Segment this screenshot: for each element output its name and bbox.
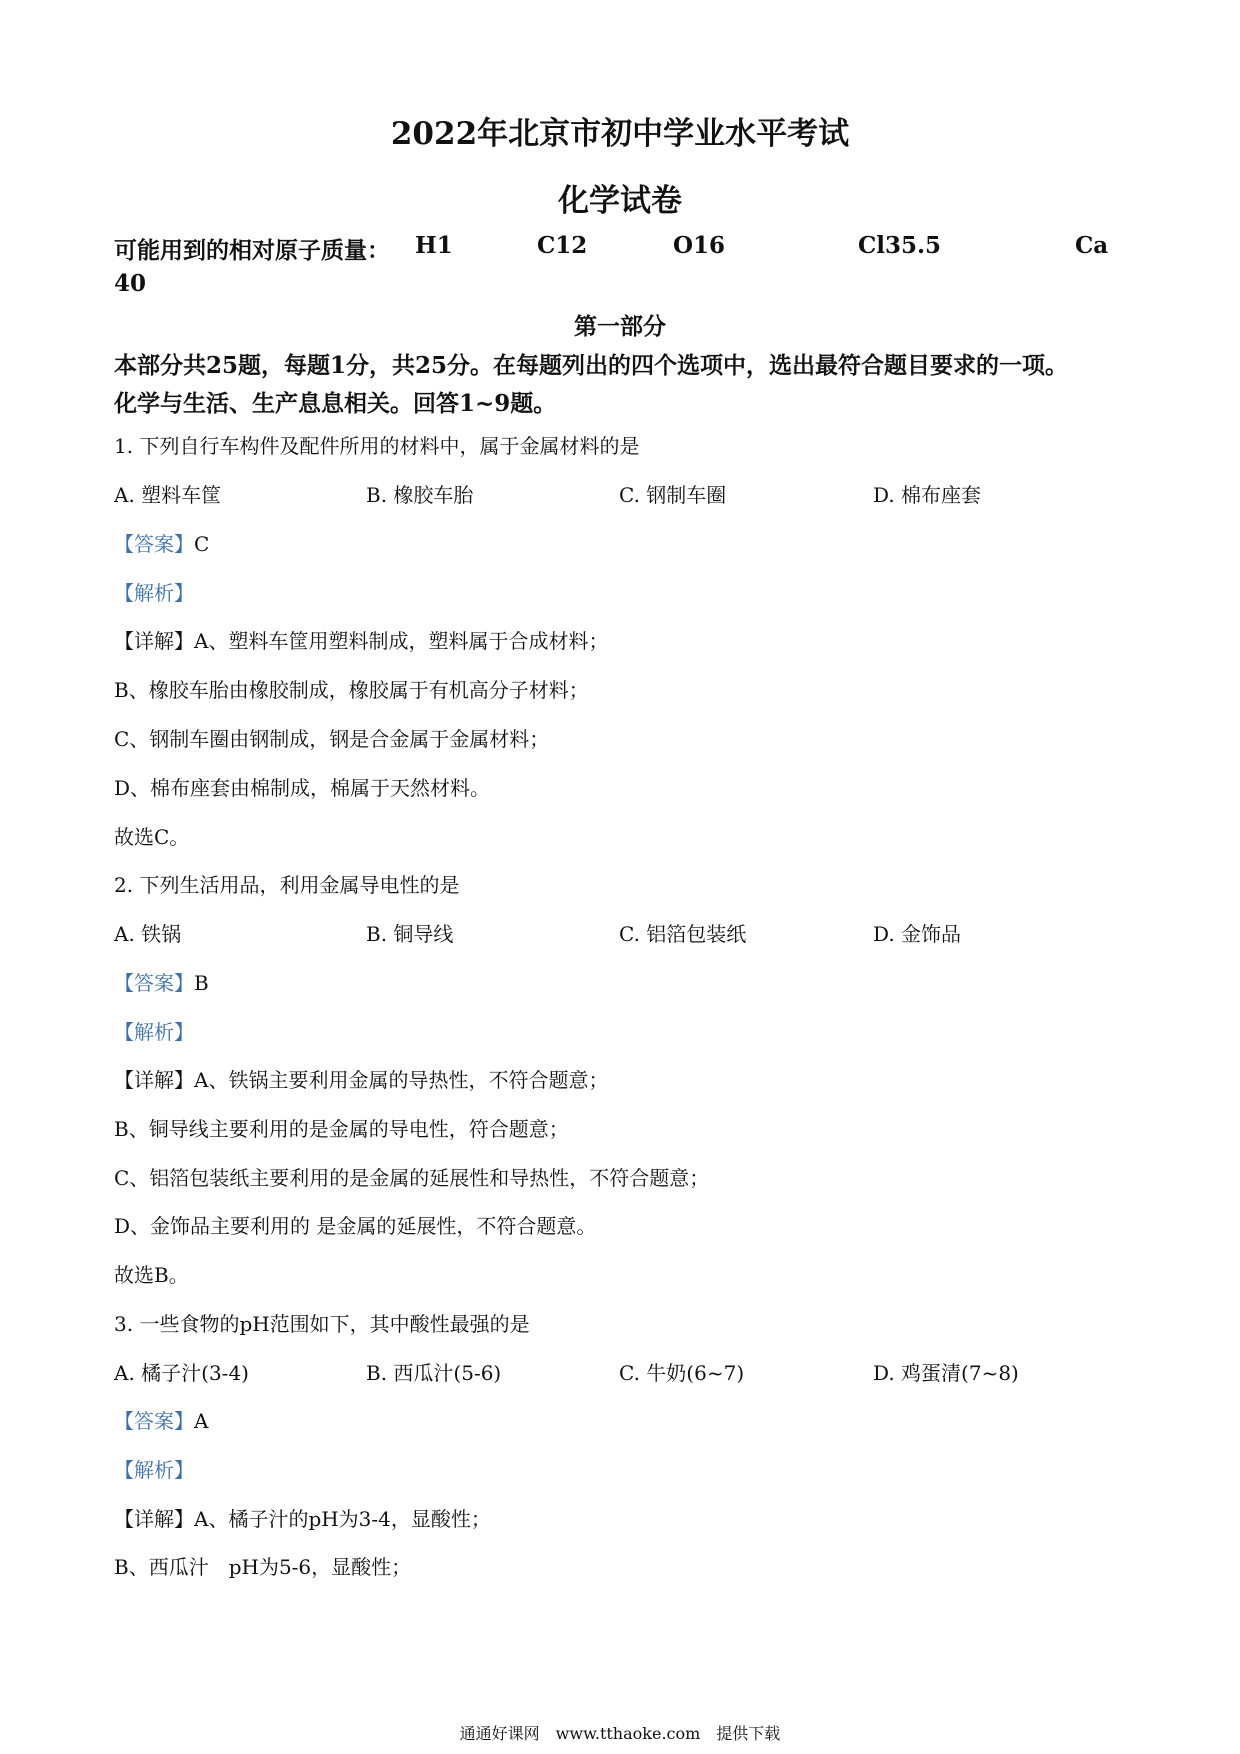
question-2-answer	[114, 967, 209, 996]
answer-tag: 【答案】	[114, 971, 194, 995]
atomic-mass-label: 可能用到的相对原子质量：	[114, 237, 390, 264]
atomic-mass-c: C12	[537, 232, 588, 259]
question-1-stem: 1. 下列自行车构件及配件所用的材料中，属于金属材料的是	[114, 434, 640, 458]
answer-value: B	[194, 971, 209, 995]
question-1-option-b: B. 橡胶车胎	[366, 483, 474, 507]
detail-tag: 【详解】	[114, 1507, 194, 1531]
question-1-conclusion: 故选C。	[114, 825, 190, 849]
question-2-detail-2: B、铜导线主要利用的是金属的导电性，符合题意；	[114, 1117, 569, 1141]
question-1-detail-3: C、钢制车圈由钢制成，钢是合金属于金属材料；	[114, 727, 550, 751]
atomic-mass-ca-value: 40	[114, 270, 147, 297]
question-3-detail-2: B、西瓜汁 pH为5-6，显酸性；	[114, 1555, 412, 1579]
question-2-detail-4: D、金饰品主要利用的 是金属的延展性，不符合题意。	[114, 1214, 597, 1238]
atomic-mass-cl: Cl35.5	[858, 232, 942, 259]
atomic-mass-h: H1	[415, 232, 453, 259]
question-2-analysis-tag: 【解析】	[114, 1020, 194, 1044]
question-2-detail-1: 【详解】A、铁锅主要利用金属的导热性，不符合题意；	[114, 1068, 609, 1092]
detail-tag: 【详解】	[114, 629, 194, 653]
question-3-analysis-tag: 【解析】	[114, 1458, 194, 1482]
question-3-stem: 3. 一些食物的pH范围如下，其中酸性最强的是	[114, 1312, 530, 1336]
question-3-detail-1: 【详解】A、橘子汁的pH为3-4，显酸性；	[114, 1507, 491, 1531]
question-2-option-a: A. 铁锅	[114, 922, 182, 946]
page-subtitle: 化学试卷	[558, 183, 682, 219]
question-1-analysis-tag: 【解析】	[114, 581, 194, 605]
question-3-option-a: A. 橘子汁(3-4)	[114, 1361, 249, 1385]
question-2-stem: 2. 下列生活用品，利用金属导电性的是	[114, 873, 460, 897]
atomic-mass-o: O16	[673, 232, 726, 259]
detail-tag: 【详解】	[114, 1068, 194, 1092]
question-1-detail-2: B、橡胶车胎由橡胶制成，橡胶属于有机高分子材料；	[114, 678, 589, 702]
question-3-answer	[114, 1405, 208, 1434]
question-2-option-b: B. 铜导线	[366, 922, 454, 946]
part-intro-1: 本部分共25题，每题1分，共25分。在每题列出的四个选项中，选出最符合题目要求的一项。	[114, 352, 1069, 379]
question-2-detail-3: C、铝箔包装纸主要利用的是金属的延展性和导热性，不符合题意；	[114, 1166, 710, 1190]
question-2-conclusion: 故选B。	[114, 1263, 189, 1287]
atomic-mass-ca: Ca	[1075, 232, 1109, 259]
question-1-detail-1: 【详解】A、塑料车筐用塑料制成，塑料属于合成材料；	[114, 629, 609, 653]
page-footer: 通通好课网 www.tthaoke.com 提供下载	[459, 1724, 781, 1743]
question-3-option-b: B. 西瓜汁(5-6)	[366, 1361, 502, 1385]
answer-value: A	[194, 1409, 209, 1433]
answer-tag: 【答案】	[114, 1409, 194, 1433]
question-1-option-c: C. 钢制车圈	[619, 483, 727, 507]
question-1-option-a: A. 塑料车筐	[114, 483, 222, 507]
question-3-option-c: C. 牛奶(6~7)	[619, 1361, 745, 1385]
part-intro-2: 化学与生活、生产息息相关。回答1~9题。	[114, 390, 557, 417]
question-1-detail-4: D、棉布座套由棉制成，棉属于天然材料。	[114, 776, 491, 800]
question-2-option-c: C. 铝箔包装纸	[619, 922, 747, 946]
question-1-option-d: D. 棉布座套	[873, 483, 982, 507]
part-heading: 第一部分	[574, 313, 666, 340]
question-1-answer	[114, 528, 209, 557]
answer-tag: 【答案】	[114, 532, 194, 556]
question-3-option-d: D. 鸡蛋清(7~8)	[873, 1361, 1019, 1385]
page-title: 2022年北京市初中学业水平考试	[390, 116, 850, 152]
question-2-option-d: D. 金饰品	[873, 922, 962, 946]
answer-value: C	[194, 532, 210, 556]
